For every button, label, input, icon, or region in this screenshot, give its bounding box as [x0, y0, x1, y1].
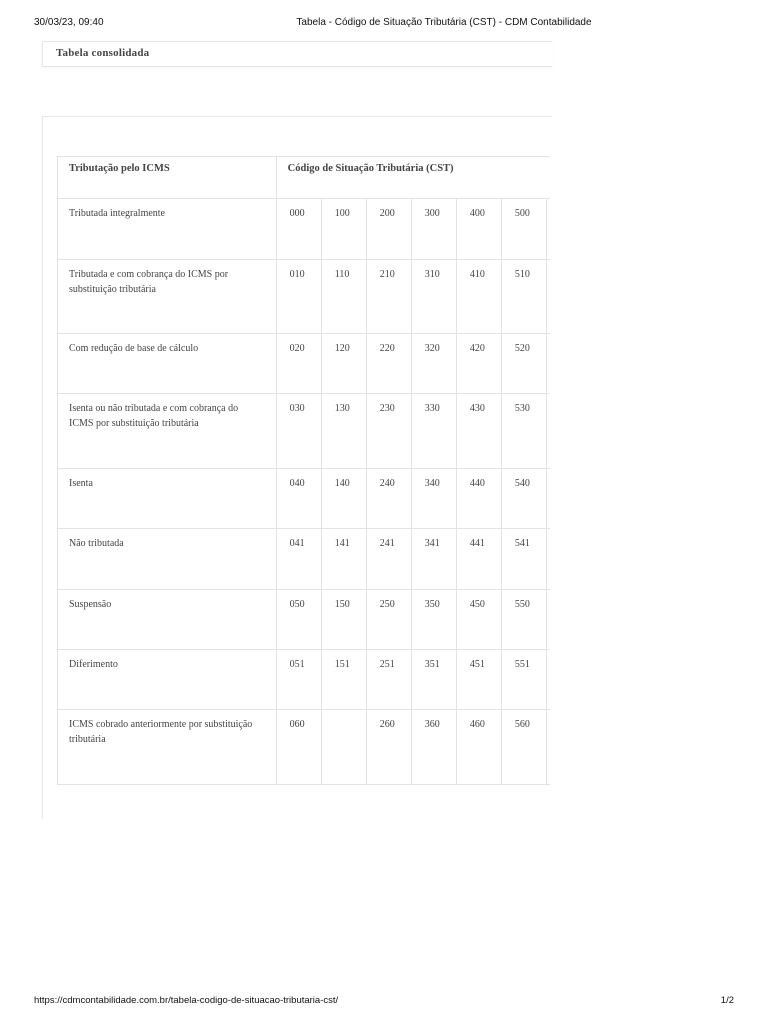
- cst-code-cell: 420: [456, 334, 501, 394]
- cst-code-cell: 110: [321, 260, 366, 334]
- cst-code-cell-overflow: [546, 650, 550, 710]
- cst-code-cell: 051: [276, 650, 321, 710]
- cst-code-cell: 410: [456, 260, 501, 334]
- cst-code-cell: 540: [501, 469, 546, 529]
- section-heading-box: [42, 41, 552, 67]
- cst-code-cell: 050: [276, 590, 321, 650]
- cst-code-cell: 551: [501, 650, 546, 710]
- cst-code-cell: 220: [366, 334, 411, 394]
- row-label: Não tributada: [58, 529, 277, 590]
- cst-code-cell: 340: [411, 469, 456, 529]
- cst-code-cell-overflow: [546, 590, 550, 650]
- cst-code-cell: 441: [456, 529, 501, 590]
- table-row: [58, 334, 551, 394]
- cst-code-cell: 141: [321, 529, 366, 590]
- page-number: 1/2: [720, 995, 734, 1006]
- cst-code-cell-overflow: [546, 710, 550, 785]
- cst-code-cell: 430: [456, 394, 501, 469]
- cst-code-cell: 140: [321, 469, 366, 529]
- row-label: Isenta ou não tributada e com cobrança do ICMS por substituição tributária: [58, 394, 277, 469]
- cst-code-cell: 230: [366, 394, 411, 469]
- cst-code-cell: 150: [321, 590, 366, 650]
- cst-code-cell: 450: [456, 590, 501, 650]
- cst-code-cell: 241: [366, 529, 411, 590]
- cst-code-cell: 460: [456, 710, 501, 785]
- cst-code-cell: 530: [501, 394, 546, 469]
- section-heading: Tabela consolidada: [56, 47, 150, 59]
- cst-code-cell: 500: [501, 199, 546, 260]
- cst-code-cell: 000: [276, 199, 321, 260]
- cst-code-cell: 040: [276, 469, 321, 529]
- cst-code-cell-overflow: [546, 260, 550, 334]
- cst-code-cell: 020: [276, 334, 321, 394]
- cst-code-cell: 250: [366, 590, 411, 650]
- cst-code-cell-overflow: [546, 334, 550, 394]
- cst-code-cell: 320: [411, 334, 456, 394]
- cst-code-cell: 560: [501, 710, 546, 785]
- cst-code-cell: 451: [456, 650, 501, 710]
- print-footer: [34, 995, 734, 1009]
- cst-code-cell: 030: [276, 394, 321, 469]
- cst-table: [57, 156, 550, 785]
- row-label: Tributada e com cobrança do ICMS por substituição tributária: [58, 260, 277, 334]
- row-label: Tributada integralmente: [58, 199, 277, 260]
- cst-code-cell: 010: [276, 260, 321, 334]
- cst-code-cell: 550: [501, 590, 546, 650]
- cst-code-cell: [321, 710, 366, 785]
- cst-code-cell: 360: [411, 710, 456, 785]
- table-row: [58, 394, 551, 469]
- row-label: ICMS cobrado anteriormente por substituição tributária: [58, 710, 277, 785]
- cst-code-cell-overflow: [546, 199, 550, 260]
- cst-code-cell: 130: [321, 394, 366, 469]
- print-page-title: Tabela - Código de Situação Tributária (CST) - CDM Contabilidade: [296, 17, 592, 28]
- table-body: [58, 199, 551, 785]
- row-label: Isenta: [58, 469, 277, 529]
- table-row: [58, 529, 551, 590]
- cst-code-cell: 300: [411, 199, 456, 260]
- cst-code-cell: 510: [501, 260, 546, 334]
- print-date: 30/03/23, 09:40: [34, 17, 104, 28]
- header-cst: Código de Situação Tributária (CST): [276, 157, 550, 199]
- row-label: Com redução de base de cálculo: [58, 334, 277, 394]
- cst-code-cell: 100: [321, 199, 366, 260]
- table-row: [58, 590, 551, 650]
- cst-code-cell: 200: [366, 199, 411, 260]
- print-header: [34, 17, 734, 31]
- cst-code-cell: 330: [411, 394, 456, 469]
- cst-code-cell-overflow: [546, 469, 550, 529]
- cst-code-cell: 041: [276, 529, 321, 590]
- cst-code-cell: 251: [366, 650, 411, 710]
- cst-code-cell: 240: [366, 469, 411, 529]
- cst-code-cell: 260: [366, 710, 411, 785]
- cst-code-cell: 151: [321, 650, 366, 710]
- cst-code-cell: 120: [321, 334, 366, 394]
- print-url: https://cdmcontabilidade.com.br/tabela-codigo-de-situacao-tributaria-cst/: [34, 995, 339, 1006]
- cst-code-cell: 350: [411, 590, 456, 650]
- cst-code-cell: 400: [456, 199, 501, 260]
- cst-code-cell: 341: [411, 529, 456, 590]
- table-row: [58, 260, 551, 334]
- cst-table-container: [57, 156, 550, 785]
- table-header-row: [58, 157, 551, 199]
- cst-code-cell: 541: [501, 529, 546, 590]
- table-row: [58, 469, 551, 529]
- cst-code-cell: 310: [411, 260, 456, 334]
- row-label: Diferimento: [58, 650, 277, 710]
- cst-code-cell: 210: [366, 260, 411, 334]
- cst-code-cell: 060: [276, 710, 321, 785]
- table-row: [58, 710, 551, 785]
- cst-code-cell-overflow: [546, 394, 550, 469]
- row-label: Suspensão: [58, 590, 277, 650]
- cst-code-cell-overflow: [546, 529, 550, 590]
- cst-code-cell: 351: [411, 650, 456, 710]
- cst-code-cell: 440: [456, 469, 501, 529]
- header-tributacao: Tributação pelo ICMS: [58, 157, 277, 199]
- table-row: [58, 199, 551, 260]
- table-row: [58, 650, 551, 710]
- cst-code-cell: 520: [501, 334, 546, 394]
